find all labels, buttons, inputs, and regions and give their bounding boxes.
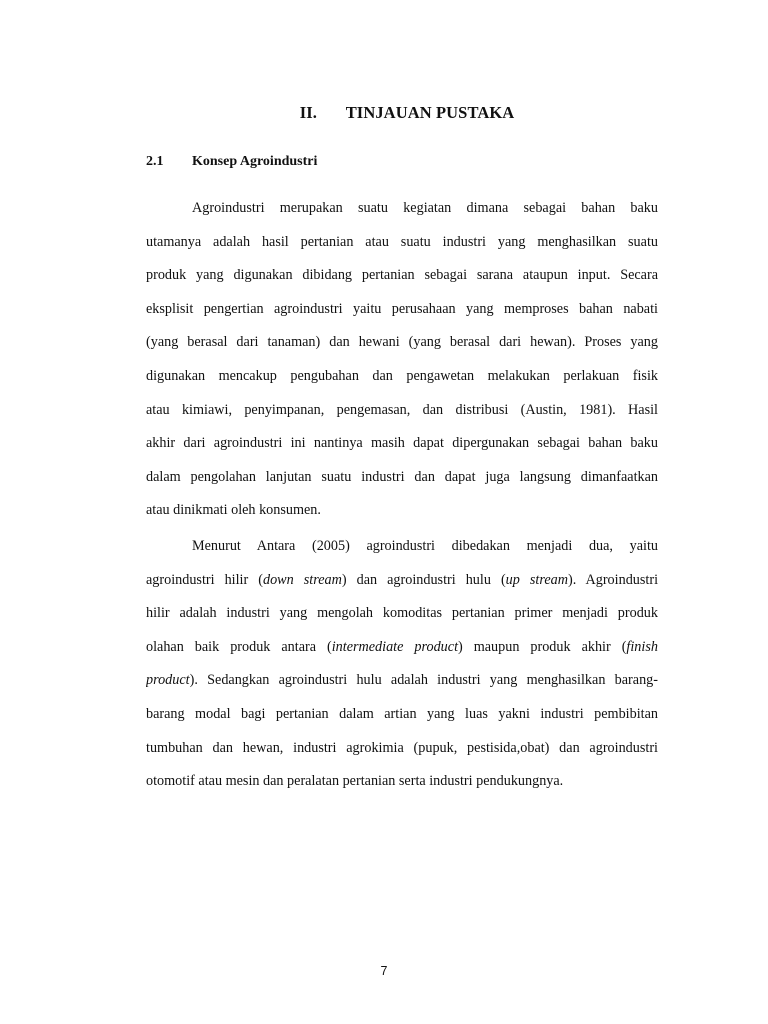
- paragraph-line: utamanya adalah hasil pertanian atau suatu industri yang menghasilkan suatu: [146, 233, 658, 250]
- paragraph-2: [146, 530, 658, 799]
- paragraph-line: agroindustri hilir (down stream) dan agroindustri hulu (up stream). Agroindustri: [146, 571, 658, 588]
- italic-term: product: [146, 672, 190, 689]
- italic-term: intermediate product: [331, 638, 459, 655]
- paragraph-line: Agroindustri merupakan suatu kegiatan dimana sebagai bahan baku: [192, 200, 658, 216]
- italic-term: finish: [626, 638, 658, 655]
- paragraph-1: [146, 192, 658, 528]
- section-title: Konsep Agroindustri: [192, 154, 318, 169]
- paragraph-line: produk yang digunakan dibidang pertanian sebagai sarana ataupun input. Secara: [146, 267, 658, 284]
- paragraph-line: atau kimiawi, penyimpanan, pengemasan, dan distribusi (Austin, 1981). Hasil: [146, 401, 658, 418]
- chapter-number: II.: [299, 103, 317, 122]
- paragraph-line: Menurut Antara (2005) agroindustri dibedakan menjadi dua, yaitu: [192, 538, 658, 554]
- italic-term: down stream: [262, 571, 342, 588]
- paragraph-line: otomotif atau mesin dan peralatan pertanian serta industri pendukungnya.: [146, 773, 564, 790]
- paragraph-line: product). Sedangkan agroindustri hulu adalah industri yang menghasilkan barang-: [146, 672, 658, 689]
- section-heading: [146, 154, 317, 170]
- page-number: 7: [380, 964, 388, 978]
- paragraph-line: (yang berasal dari tanaman) dan hewani (yang berasal dari hewan). Proses yang: [146, 334, 658, 351]
- paragraph-line: tumbuhan dan hewan, industri agrokimia (pupuk, pestisida,obat) dan agroindustri: [146, 739, 658, 756]
- paragraph-line: digunakan mencakup pengubahan dan pengawetan melakukan perlakuan fisik: [146, 367, 658, 384]
- paragraph-line: olahan baik produk antara (intermediate product) maupun produk akhir (finish: [146, 638, 658, 655]
- paragraph-line: eksplisit pengertian agroindustri yaitu perusahaan yang memproses bahan nabati: [146, 300, 658, 317]
- paragraph-line: hilir adalah industri yang mengolah komoditas pertanian primer menjadi produk: [146, 605, 658, 622]
- paragraph-line: akhir dari agroindustri ini nantinya masih dapat dipergunakan sebagai bahan baku: [146, 435, 658, 452]
- paragraph-line: atau dinikmati oleh konsumen.: [146, 502, 321, 519]
- section-number: 2.1: [146, 154, 164, 169]
- italic-term: up stream: [505, 571, 568, 588]
- paragraph-line: barang modal bagi pertanian dalam artian yang luas yakni industri pembibitan: [146, 705, 658, 722]
- chapter-heading: [0, 103, 768, 123]
- chapter-title: TINJAUAN PUSTAKA: [345, 103, 515, 122]
- paragraph-line: dalam pengolahan lanjutan suatu industri dan dapat juga langsung dimanfaatkan: [146, 468, 658, 485]
